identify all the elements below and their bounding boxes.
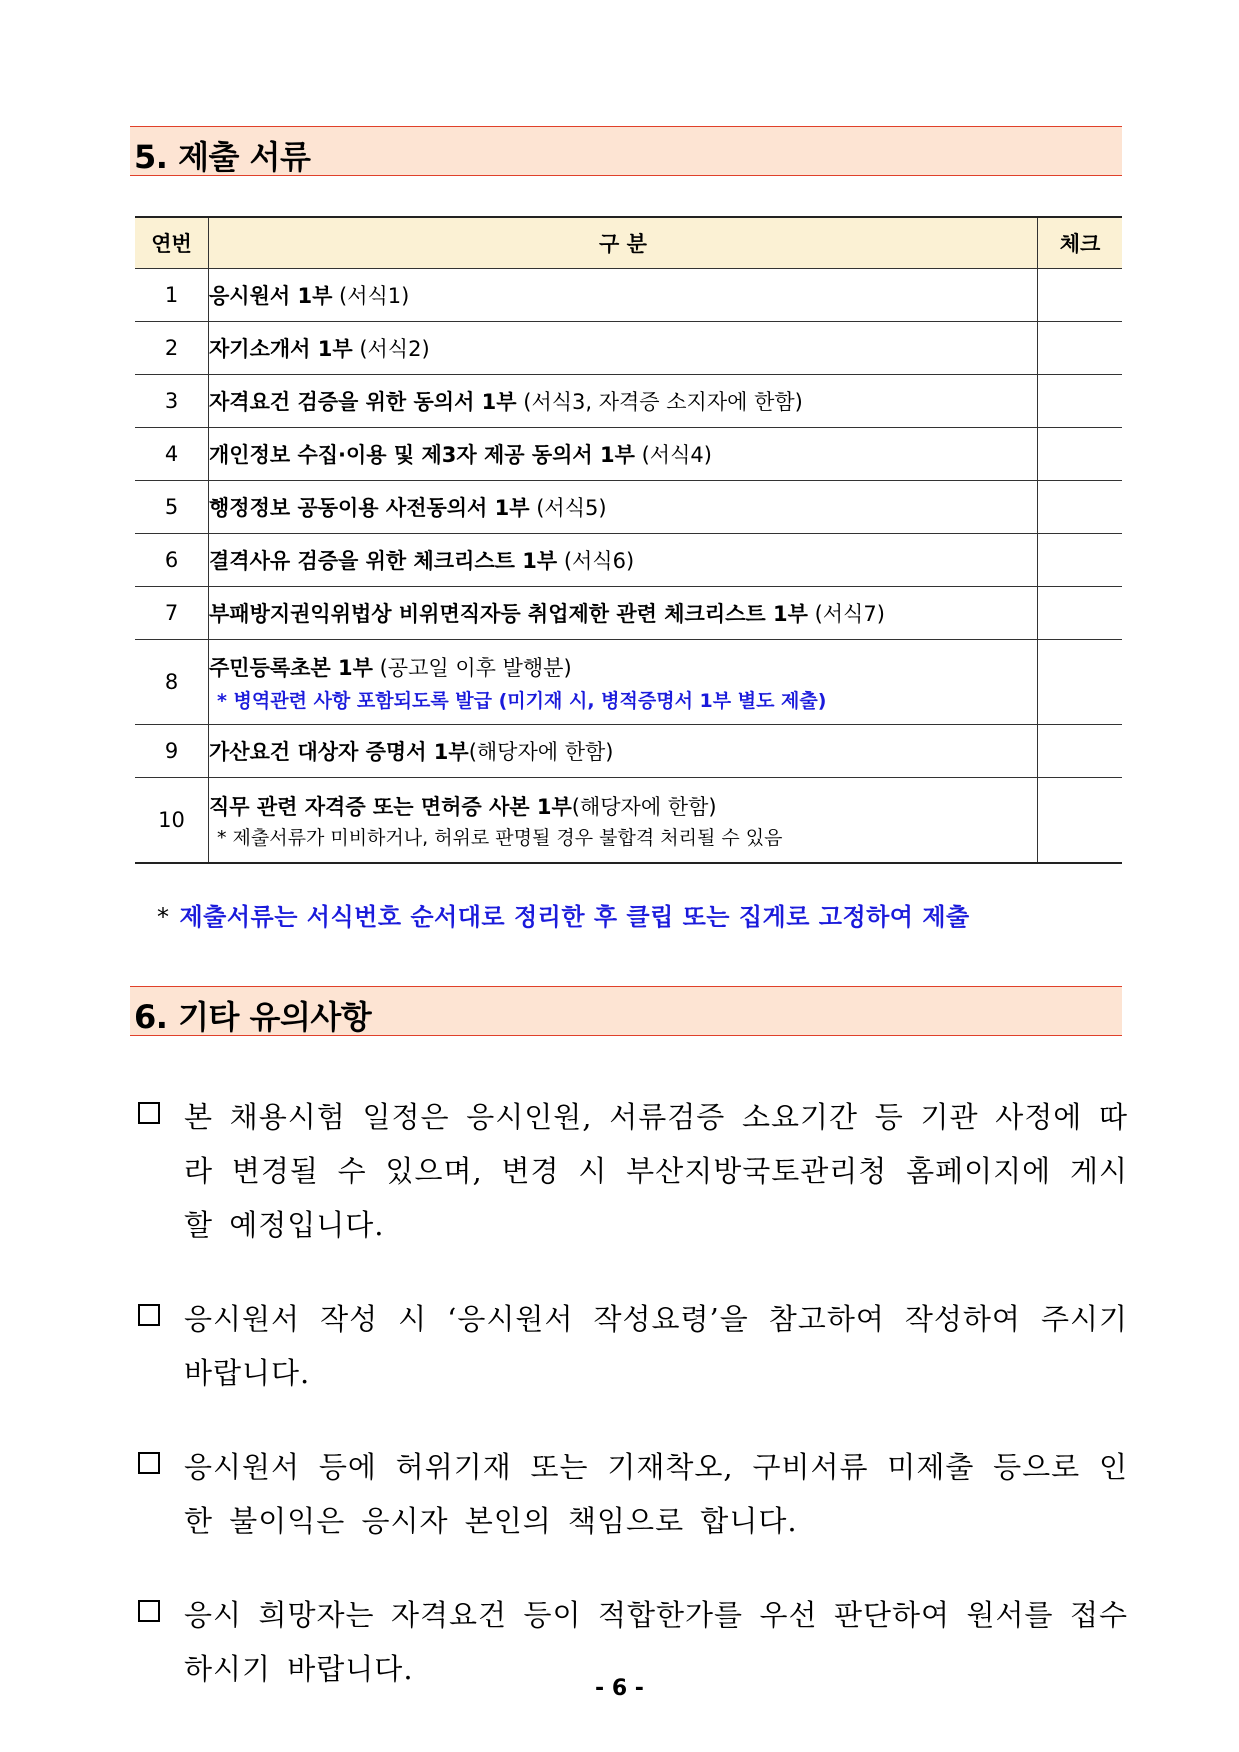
row-no: 10 — [135, 778, 209, 864]
table-row — [135, 428, 1122, 481]
row-no: 6 — [135, 534, 209, 587]
doc-name: 자기소개서 1부 — [209, 337, 353, 361]
row-desc — [209, 322, 1038, 375]
check-cell[interactable] — [1038, 640, 1123, 725]
row-desc — [209, 428, 1038, 481]
doc-note: (서식1) — [332, 284, 410, 308]
list-item — [138, 1090, 1128, 1252]
doc-name: 결격사유 검증을 위한 체크리스트 1부 — [209, 549, 558, 573]
notice-text: 제출서류는 서식번호 순서대로 정리한 후 클립 또는 집게로 고정하여 제출 — [179, 903, 970, 931]
doc-name: 가산요건 대상자 증명서 1부 — [209, 740, 469, 764]
list-item-text: 응시원서 등에 허위기재 또는 기재착오, 구비서류 미제출 등으로 인한 불이익은 응시자 본인의 책임으로 합니다. — [184, 1450, 1128, 1538]
check-cell[interactable] — [1038, 375, 1123, 428]
doc-name: 행정정보 공동이용 사전동의서 1부 — [209, 496, 530, 520]
check-cell[interactable] — [1038, 269, 1123, 322]
row-desc — [209, 269, 1038, 322]
table-row — [135, 269, 1122, 322]
checkbox-square-icon — [138, 1304, 160, 1326]
doc-note: (서식6) — [557, 549, 635, 573]
list-item — [138, 1292, 1128, 1400]
table-row — [135, 481, 1122, 534]
row-desc — [209, 375, 1038, 428]
check-cell[interactable] — [1038, 428, 1123, 481]
row-no: 8 — [135, 640, 209, 725]
doc-note: (서식2) — [352, 337, 430, 361]
doc-name: 자격요건 검증을 위한 동의서 1부 — [209, 390, 517, 414]
check-cell[interactable] — [1038, 778, 1123, 864]
row-desc — [209, 587, 1038, 640]
list-item-text: 본 채용시험 일정은 응시인원, 서류검증 소요기간 등 기관 사정에 따라 변경될 수 있으며, 변경 시 부산지방국토관리청 홈페이지에 게시할 예정입니다. — [184, 1100, 1128, 1242]
table-row — [135, 534, 1122, 587]
doc-subnote: * 병역관련 사항 포함되도록 발급 (미기재 시, 병적증명서 1부 별도 제출) — [217, 689, 827, 712]
check-cell[interactable] — [1038, 481, 1123, 534]
doc-note: (서식4) — [634, 443, 712, 467]
row-no: 1 — [135, 269, 209, 322]
row-no: 9 — [135, 725, 209, 778]
checkbox-square-icon — [138, 1452, 160, 1474]
notes-list — [138, 1090, 1128, 1736]
row-no: 2 — [135, 322, 209, 375]
notice-asterisk: * — [157, 903, 170, 931]
row-desc — [209, 640, 1038, 725]
table-row — [135, 725, 1122, 778]
row-no: 4 — [135, 428, 209, 481]
list-item-text: 응시 희망자는 자격요건 등이 적합한가를 우선 판단하여 원서를 접수하시기 바랍니다. — [184, 1598, 1128, 1686]
checkbox-square-icon — [138, 1600, 160, 1622]
documents-table — [135, 216, 1122, 864]
doc-note: (서식3, 자격증 소지자에 한함) — [516, 390, 803, 414]
check-cell[interactable] — [1038, 534, 1123, 587]
doc-note: (서식7) — [807, 602, 885, 626]
doc-name: 응시원서 1부 — [209, 284, 333, 308]
submission-notice — [157, 897, 970, 932]
doc-name: 부패방지권익위법상 비위면직자등 취업제한 관련 체크리스트 1부 — [209, 602, 808, 626]
row-no: 5 — [135, 481, 209, 534]
doc-name: 직무 관련 자격증 또는 면허증 사본 1부 — [209, 794, 572, 819]
table-row — [135, 375, 1122, 428]
list-item — [138, 1440, 1128, 1548]
table-row — [135, 640, 1122, 725]
table-row — [135, 778, 1122, 864]
section-6-title: 6. 기타 유의사항 — [134, 998, 372, 1036]
table-row — [135, 322, 1122, 375]
doc-subnote: * 제출서류가 미비하거나, 허위로 판명될 경우 불합격 처리될 수 있음 — [217, 826, 783, 849]
doc-note: (서식5) — [529, 496, 607, 520]
doc-name: 개인정보 수집·이용 및 제3자 제공 동의서 1부 — [209, 443, 635, 467]
section-5-title: 5. 제출 서류 — [134, 138, 311, 176]
check-cell[interactable] — [1038, 322, 1123, 375]
header-no: 연번 — [135, 217, 209, 269]
check-cell[interactable] — [1038, 587, 1123, 640]
header-desc: 구 분 — [209, 217, 1038, 269]
table-row — [135, 587, 1122, 640]
table-header-row — [135, 217, 1122, 269]
row-no: 3 — [135, 375, 209, 428]
check-cell[interactable] — [1038, 725, 1123, 778]
page-number: - 6 - — [595, 1676, 644, 1701]
section-6-header — [130, 986, 1122, 1036]
row-desc — [209, 481, 1038, 534]
doc-note: (해당자에 한함) — [571, 794, 717, 819]
doc-note: (해당자에 한함) — [468, 740, 614, 764]
doc-name: 주민등록초본 1부 — [209, 655, 373, 680]
row-no: 7 — [135, 587, 209, 640]
row-desc — [209, 725, 1038, 778]
checkbox-square-icon — [138, 1102, 160, 1124]
doc-note: (공고일 이후 발행분) — [372, 655, 572, 680]
list-item-text: 응시원서 작성 시 ‘응시원서 작성요령’을 참고하여 작성하여 주시기 바랍니다. — [184, 1302, 1128, 1390]
row-desc — [209, 778, 1038, 864]
header-check: 체크 — [1038, 217, 1123, 269]
section-5-header — [130, 126, 1122, 176]
row-desc — [209, 534, 1038, 587]
